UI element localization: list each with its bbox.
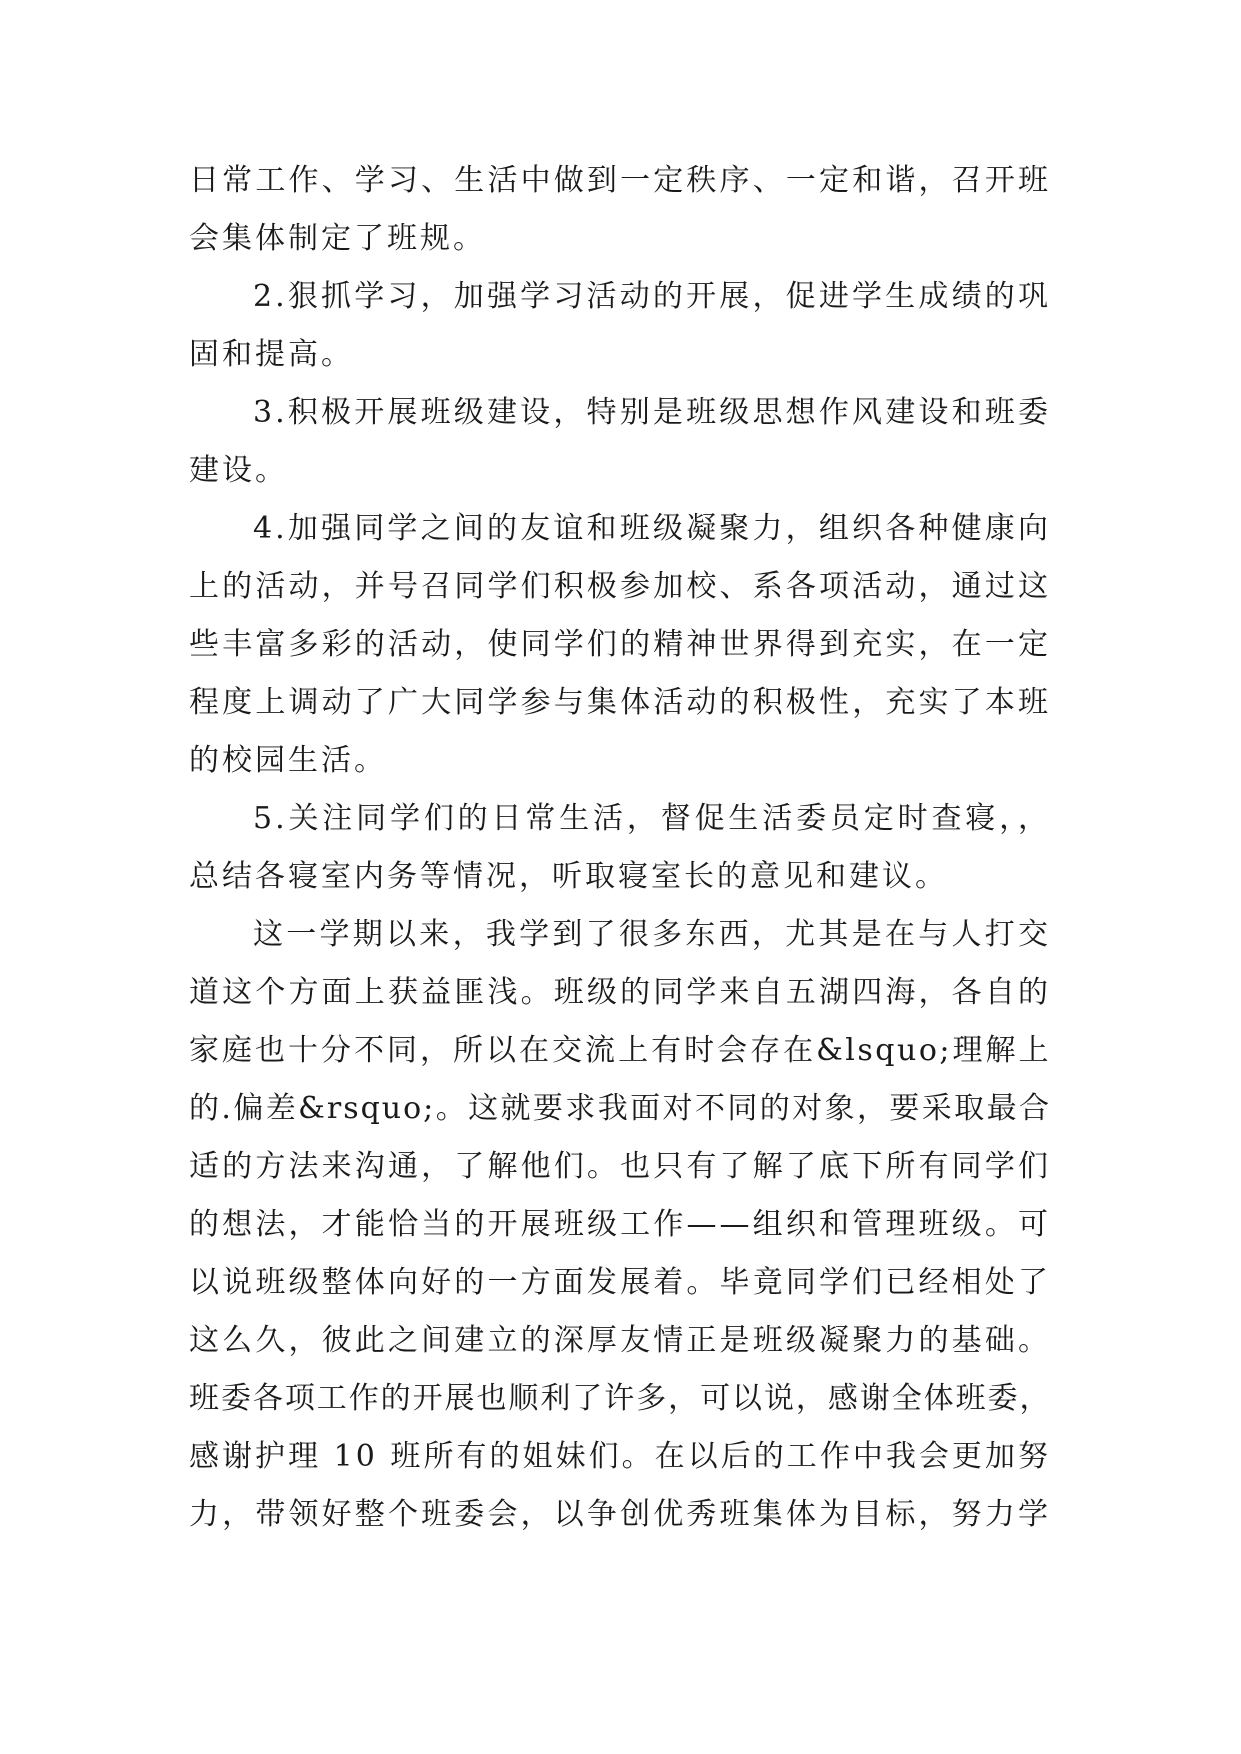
text-line: 这么久，彼此之间建立的深厚友情正是班级凝聚力的基础。 (189, 1323, 1051, 1358)
text-line: 的.偏差&rsquo;。这就要求我面对不同的对象，要采取最合 (189, 1091, 1051, 1126)
text-line: 上的活动，并号召同学们积极参加校、系各项活动，通过这 (189, 569, 1051, 604)
text-line: 班委各项工作的开展也顺利了许多，可以说，感谢全体班委， (189, 1381, 1051, 1416)
text-line: 2.狠抓学习，加强学习活动的开展，促进学生成绩的巩 (253, 279, 1051, 314)
text-line: 程度上调动了广大同学参与集体活动的积极性，充实了本班 (189, 685, 1051, 720)
text-line: 5.关注同学们的日常生活，督促生活委员定时查寝，， (253, 801, 1051, 836)
text-line: 日常工作、学习、生活中做到一定秩序、一定和谐，召开班 (189, 163, 1051, 198)
text-line: 家庭也十分不同，所以在交流上有时会存在&lsquo;理解上 (189, 1033, 1051, 1068)
text-line: 建设。 (189, 453, 288, 488)
text-line: 这一学期以来，我学到了很多东西，尤其是在与人打交 (253, 917, 1051, 952)
body-text (189, 152, 1051, 1544)
text-line: 会集体制定了班规。 (189, 221, 486, 256)
text-line: 适的方法来沟通，了解他们。也只有了解了底下所有同学们 (189, 1149, 1051, 1184)
text-line: 3.积极开展班级建设，特别是班级思想作风建设和班委 (253, 395, 1051, 430)
text-line: 道这个方面上获益匪浅。班级的同学来自五湖四海，各自的 (189, 975, 1051, 1010)
text-line: 感谢护理 10 班所有的姐妹们。在以后的工作中我会更加努 (189, 1439, 1051, 1474)
text-line: 4.加强同学之间的友谊和班级凝聚力，组织各种健康向 (253, 511, 1051, 546)
text-line: 力，带领好整个班委会，以争创优秀班集体为目标，努力学 (189, 1497, 1051, 1532)
text-line: 些丰富多彩的活动，使同学们的精神世界得到充实，在一定 (189, 627, 1051, 662)
text-line: 的想法，才能恰当的开展班级工作——组织和管理班级。可 (189, 1207, 1051, 1242)
text-line: 总结各寝室内务等情况，听取寝室长的意见和建议。 (189, 859, 948, 894)
text-line: 固和提高。 (189, 337, 354, 372)
text-line: 的校园生活。 (189, 743, 387, 778)
text-line: 以说班级整体向好的一方面发展着。毕竟同学们已经相处了 (189, 1265, 1051, 1300)
